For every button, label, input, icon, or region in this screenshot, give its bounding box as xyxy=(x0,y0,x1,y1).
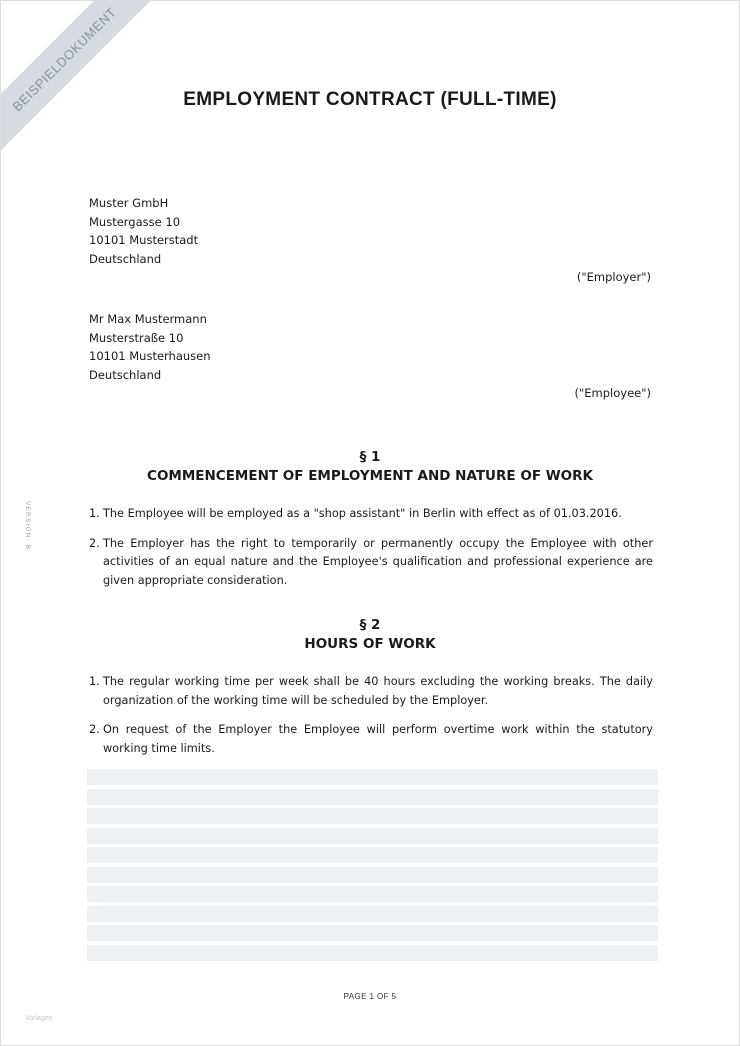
section-1-title: COMMENCEMENT OF EMPLOYMENT AND NATURE OF WORK xyxy=(147,468,593,484)
employer-address xyxy=(89,194,198,269)
placeholder-line xyxy=(87,789,658,805)
placeholder-line xyxy=(87,867,658,883)
document-title: EMPLOYMENT CONTRACT (FULL-TIME) xyxy=(183,89,557,110)
placeholder-line xyxy=(87,847,658,863)
placeholder-line xyxy=(87,828,658,844)
clause-item xyxy=(89,505,653,524)
employee-city: 10101 Musterhausen xyxy=(89,349,211,364)
clause-number: 1. xyxy=(89,507,100,520)
page-number: PAGE 1 OF 5 xyxy=(343,992,397,1001)
section-1-heading xyxy=(1,448,739,486)
section-2-heading xyxy=(1,616,739,654)
clause-text: The Employee will be employed as a "shop assistant" in Berlin with effect as of 01.03.2016. xyxy=(103,507,622,520)
clause-item xyxy=(89,721,653,758)
employer-role-label: ("Employer") xyxy=(576,270,651,284)
employee-role-label: ("Employee") xyxy=(574,386,651,400)
section-2-clauses xyxy=(89,673,653,769)
clause-text: The regular working time per week shall be 40 hours excluding the working breaks. The daily organization of the working time will be scheduled by the Employer. xyxy=(103,675,653,707)
clause-text: The Employer has the right to temporarily or permanently occupy the Employee with other activities of an equal nature and the Employee's qualification and professional experience are given appropriate consideration. xyxy=(103,536,653,587)
clause-item xyxy=(89,673,653,710)
employee-street: Musterstraße 10 xyxy=(89,330,184,345)
placeholder-line xyxy=(87,906,658,922)
placeholder-line xyxy=(87,945,658,961)
footer-brand: Vorlagen xyxy=(25,1015,53,1022)
employee-address xyxy=(89,310,211,385)
section-1-number: § 1 xyxy=(359,449,381,465)
employer-country: Deutschland xyxy=(89,252,162,267)
clause-text: On request of the Employer the Employee will perform overtime work within the statutory working time limits. xyxy=(103,723,653,755)
redacted-text-placeholder xyxy=(87,769,658,964)
sample-document-banner xyxy=(0,0,159,154)
placeholder-line xyxy=(87,886,658,902)
version-label: VERSION: B xyxy=(24,501,31,551)
banner-text: BEISPIELDOKUMENT xyxy=(9,4,119,114)
employee-name: Mr Max Mustermann xyxy=(89,312,207,326)
placeholder-line xyxy=(87,769,658,785)
placeholder-line xyxy=(87,808,658,824)
employer-city: 10101 Musterstadt xyxy=(89,233,199,248)
employer-street: Mustergasse 10 xyxy=(89,214,181,229)
placeholder-line xyxy=(87,925,658,941)
clause-number: 2. xyxy=(89,536,100,550)
section-1-clauses xyxy=(89,505,653,601)
section-2-title: HOURS OF WORK xyxy=(304,636,436,652)
section-2-number: § 2 xyxy=(359,617,381,633)
clause-number: 1. xyxy=(89,675,100,688)
clause-item xyxy=(89,535,653,591)
clause-number: 2. xyxy=(89,723,100,736)
employee-country: Deutschland xyxy=(89,368,162,383)
employer-name: Muster GmbH xyxy=(89,196,169,210)
